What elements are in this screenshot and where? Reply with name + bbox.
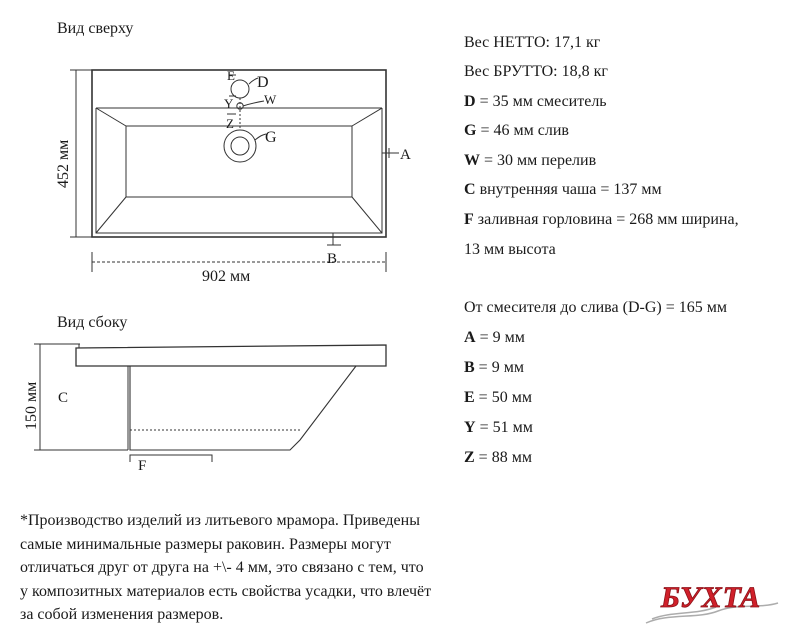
label-W: W <box>264 92 277 107</box>
spec-c: C внутренняя чаша = 137 мм <box>464 181 662 198</box>
label-C: C <box>58 390 69 406</box>
label-F: F <box>138 458 147 474</box>
spec-gross: Вес БРУТТО: 18,8 кг <box>464 63 608 80</box>
spec-f: F заливная горловина = 268 мм ширина, <box>464 211 739 228</box>
footnote-line: за собой изменения размеров. <box>20 606 224 623</box>
top-rim-line <box>96 108 382 233</box>
spec-d: D = 35 мм смеситель <box>464 93 607 110</box>
footnote-line: у композитных материалов есть свойства усадки, что влечёт <box>20 582 432 600</box>
height-dim-label: 150 мм <box>23 381 40 430</box>
label-D: D <box>257 74 269 91</box>
label-Z: Z <box>226 116 234 131</box>
spec-b: B = 9 мм <box>464 359 524 376</box>
drain-inner <box>231 137 249 155</box>
spec-w: W = 30 мм перелив <box>464 152 597 169</box>
label-G: G <box>265 129 277 146</box>
buhta-logo <box>638 573 784 627</box>
spec-dg: От смесителя до слива (D-G) = 165 мм <box>464 299 727 316</box>
top-view-title: Вид сверху <box>57 20 134 37</box>
side-bowl-profile <box>130 366 356 450</box>
footnote-line: отличаться друг от друга на +\- 4 мм, это связано с тем, что <box>20 559 424 576</box>
label-Y: Y <box>224 96 234 111</box>
top-outer-outline <box>92 70 386 237</box>
footnote-line: самые минимальные размеры раковин. Размеры могут <box>20 535 391 553</box>
label-E: E <box>227 68 235 83</box>
sink-drawing <box>0 0 460 500</box>
width-dim-label: 902 мм <box>202 268 251 285</box>
drain-outer <box>224 130 256 162</box>
depth-dim-label: 452 мм <box>55 139 72 188</box>
logo-text: БУХТА <box>660 581 762 614</box>
spec-f-height: 13 мм высота <box>464 241 556 258</box>
label-B: B <box>327 251 338 267</box>
spec-z: Z = 88 мм <box>464 449 532 466</box>
side-top-slab <box>76 345 386 366</box>
spec-a: A = 9 мм <box>464 329 525 346</box>
spec-e: E = 50 мм <box>464 389 532 406</box>
spec-y: Y = 51 мм <box>464 419 533 436</box>
side-view-title: Вид сбоку <box>57 314 128 331</box>
footnote-line: *Производство изделий из литьевого мрамора. Приведены <box>20 512 420 529</box>
spec-net: Вес НЕТТО: 17,1 кг <box>464 34 601 51</box>
spec-g: G = 46 мм слив <box>464 122 569 139</box>
footnote <box>20 509 540 627</box>
label-A: A <box>400 147 411 163</box>
